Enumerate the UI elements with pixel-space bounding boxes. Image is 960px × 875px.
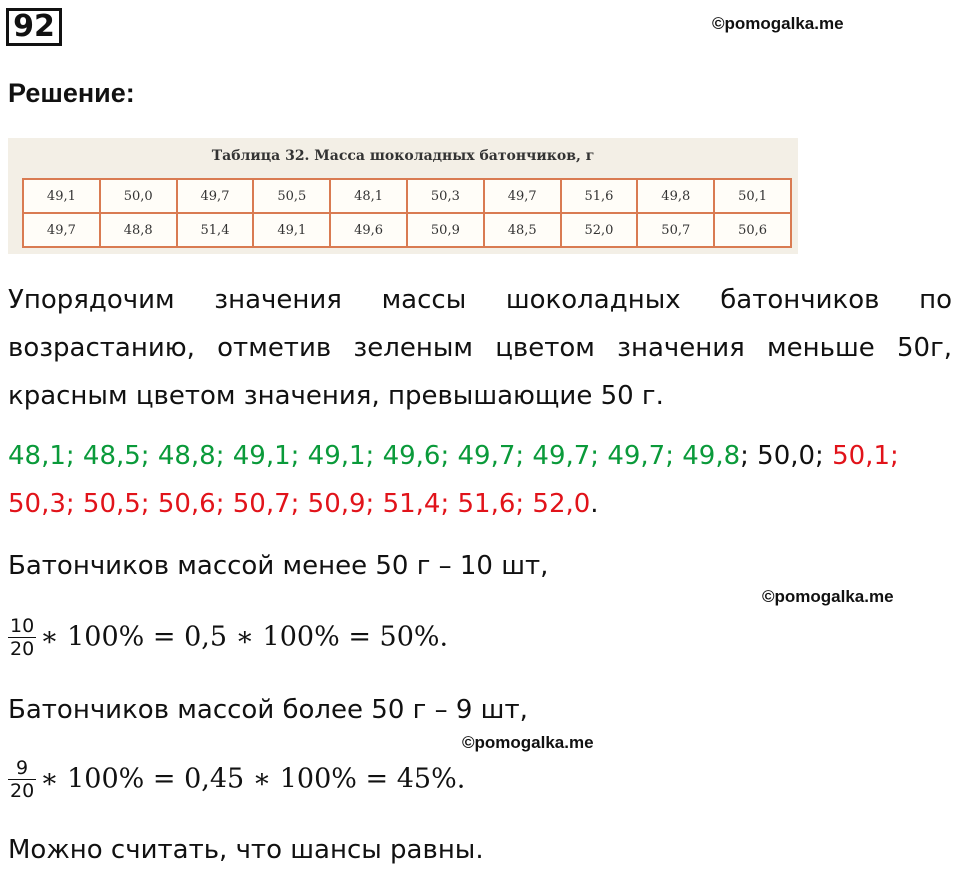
table-cell: 50,1: [714, 179, 791, 213]
table-caption: Таблица 32. Масса шоколадных батончиков, г: [211, 148, 595, 164]
more-count-text: Батончиков массой более 50 г – 9 шт,: [8, 695, 528, 725]
table-row: [23, 179, 791, 213]
table-cell: 49,6: [330, 213, 407, 247]
sorted-end: .: [590, 489, 599, 519]
fraction-denominator: 20: [10, 780, 35, 802]
solution-heading: Решение:: [8, 78, 135, 108]
watermark: ©pomogalka.me: [762, 587, 894, 606]
table-cell: 49,7: [177, 179, 254, 213]
table-image: [8, 138, 798, 254]
value-equal-50: ; 50,0;: [740, 441, 824, 471]
table-cell: 49,1: [253, 213, 330, 247]
table-cell: 49,7: [23, 213, 100, 247]
table-row: [23, 213, 791, 247]
fraction-numerator: 10: [10, 615, 35, 637]
table-cell: 50,0: [100, 179, 177, 213]
sorted-values: [8, 432, 952, 528]
less-count-text: Батончиков массой менее 50 г – 10 шт,: [8, 551, 549, 581]
mass-table: [22, 178, 792, 248]
less-formula: [8, 612, 448, 663]
table-cell: 49,7: [484, 179, 561, 213]
formula-expression: ∗ 100% = 0,45 ∗ 100% = 45%.: [40, 763, 466, 795]
task-number: 92: [6, 8, 62, 46]
fraction: [8, 757, 36, 802]
table-cell: 48,5: [484, 213, 561, 247]
table-cell: 50,6: [714, 213, 791, 247]
table-cell: 50,9: [407, 213, 484, 247]
table-cell: 50,3: [407, 179, 484, 213]
fraction-denominator: 20: [10, 638, 35, 660]
watermark: ©pomogalka.me: [462, 733, 594, 752]
table-cell: 51,6: [561, 179, 638, 213]
table-cell: 49,1: [23, 179, 100, 213]
values-above-50: 50,1; 50,3; 50,5; 50,6; 50,7; 50,9; 51,4; 51,6; 52,0: [8, 441, 899, 519]
intro-paragraph: Упорядочим значения массы шоколадных батончиков по возрастанию, отметив зеленым цветом значения меньше 50г, красным цветом значения, превышающие 50 г.: [8, 285, 952, 411]
table-cell: 52,0: [561, 213, 638, 247]
table-cell: 51,4: [177, 213, 254, 247]
table-cell: 48,8: [100, 213, 177, 247]
formula-expression: ∗ 100% = 0,5 ∗ 100% = 50%.: [40, 621, 449, 653]
table-cell: 48,1: [330, 179, 407, 213]
table-cell: 50,5: [253, 179, 330, 213]
table-cell: 49,8: [637, 179, 714, 213]
watermark: ©pomogalka.me: [712, 14, 844, 33]
fraction-numerator: 9: [8, 757, 36, 780]
table-cell: 50,7: [637, 213, 714, 247]
conclusion: Можно считать, что шансы равны.: [8, 835, 484, 865]
values-below-50: 48,1; 48,5; 48,8; 49,1; 49,1; 49,6; 49,7; 49,7; 49,7; 49,8: [8, 441, 741, 471]
more-formula: [8, 754, 465, 805]
fraction: [8, 615, 36, 660]
